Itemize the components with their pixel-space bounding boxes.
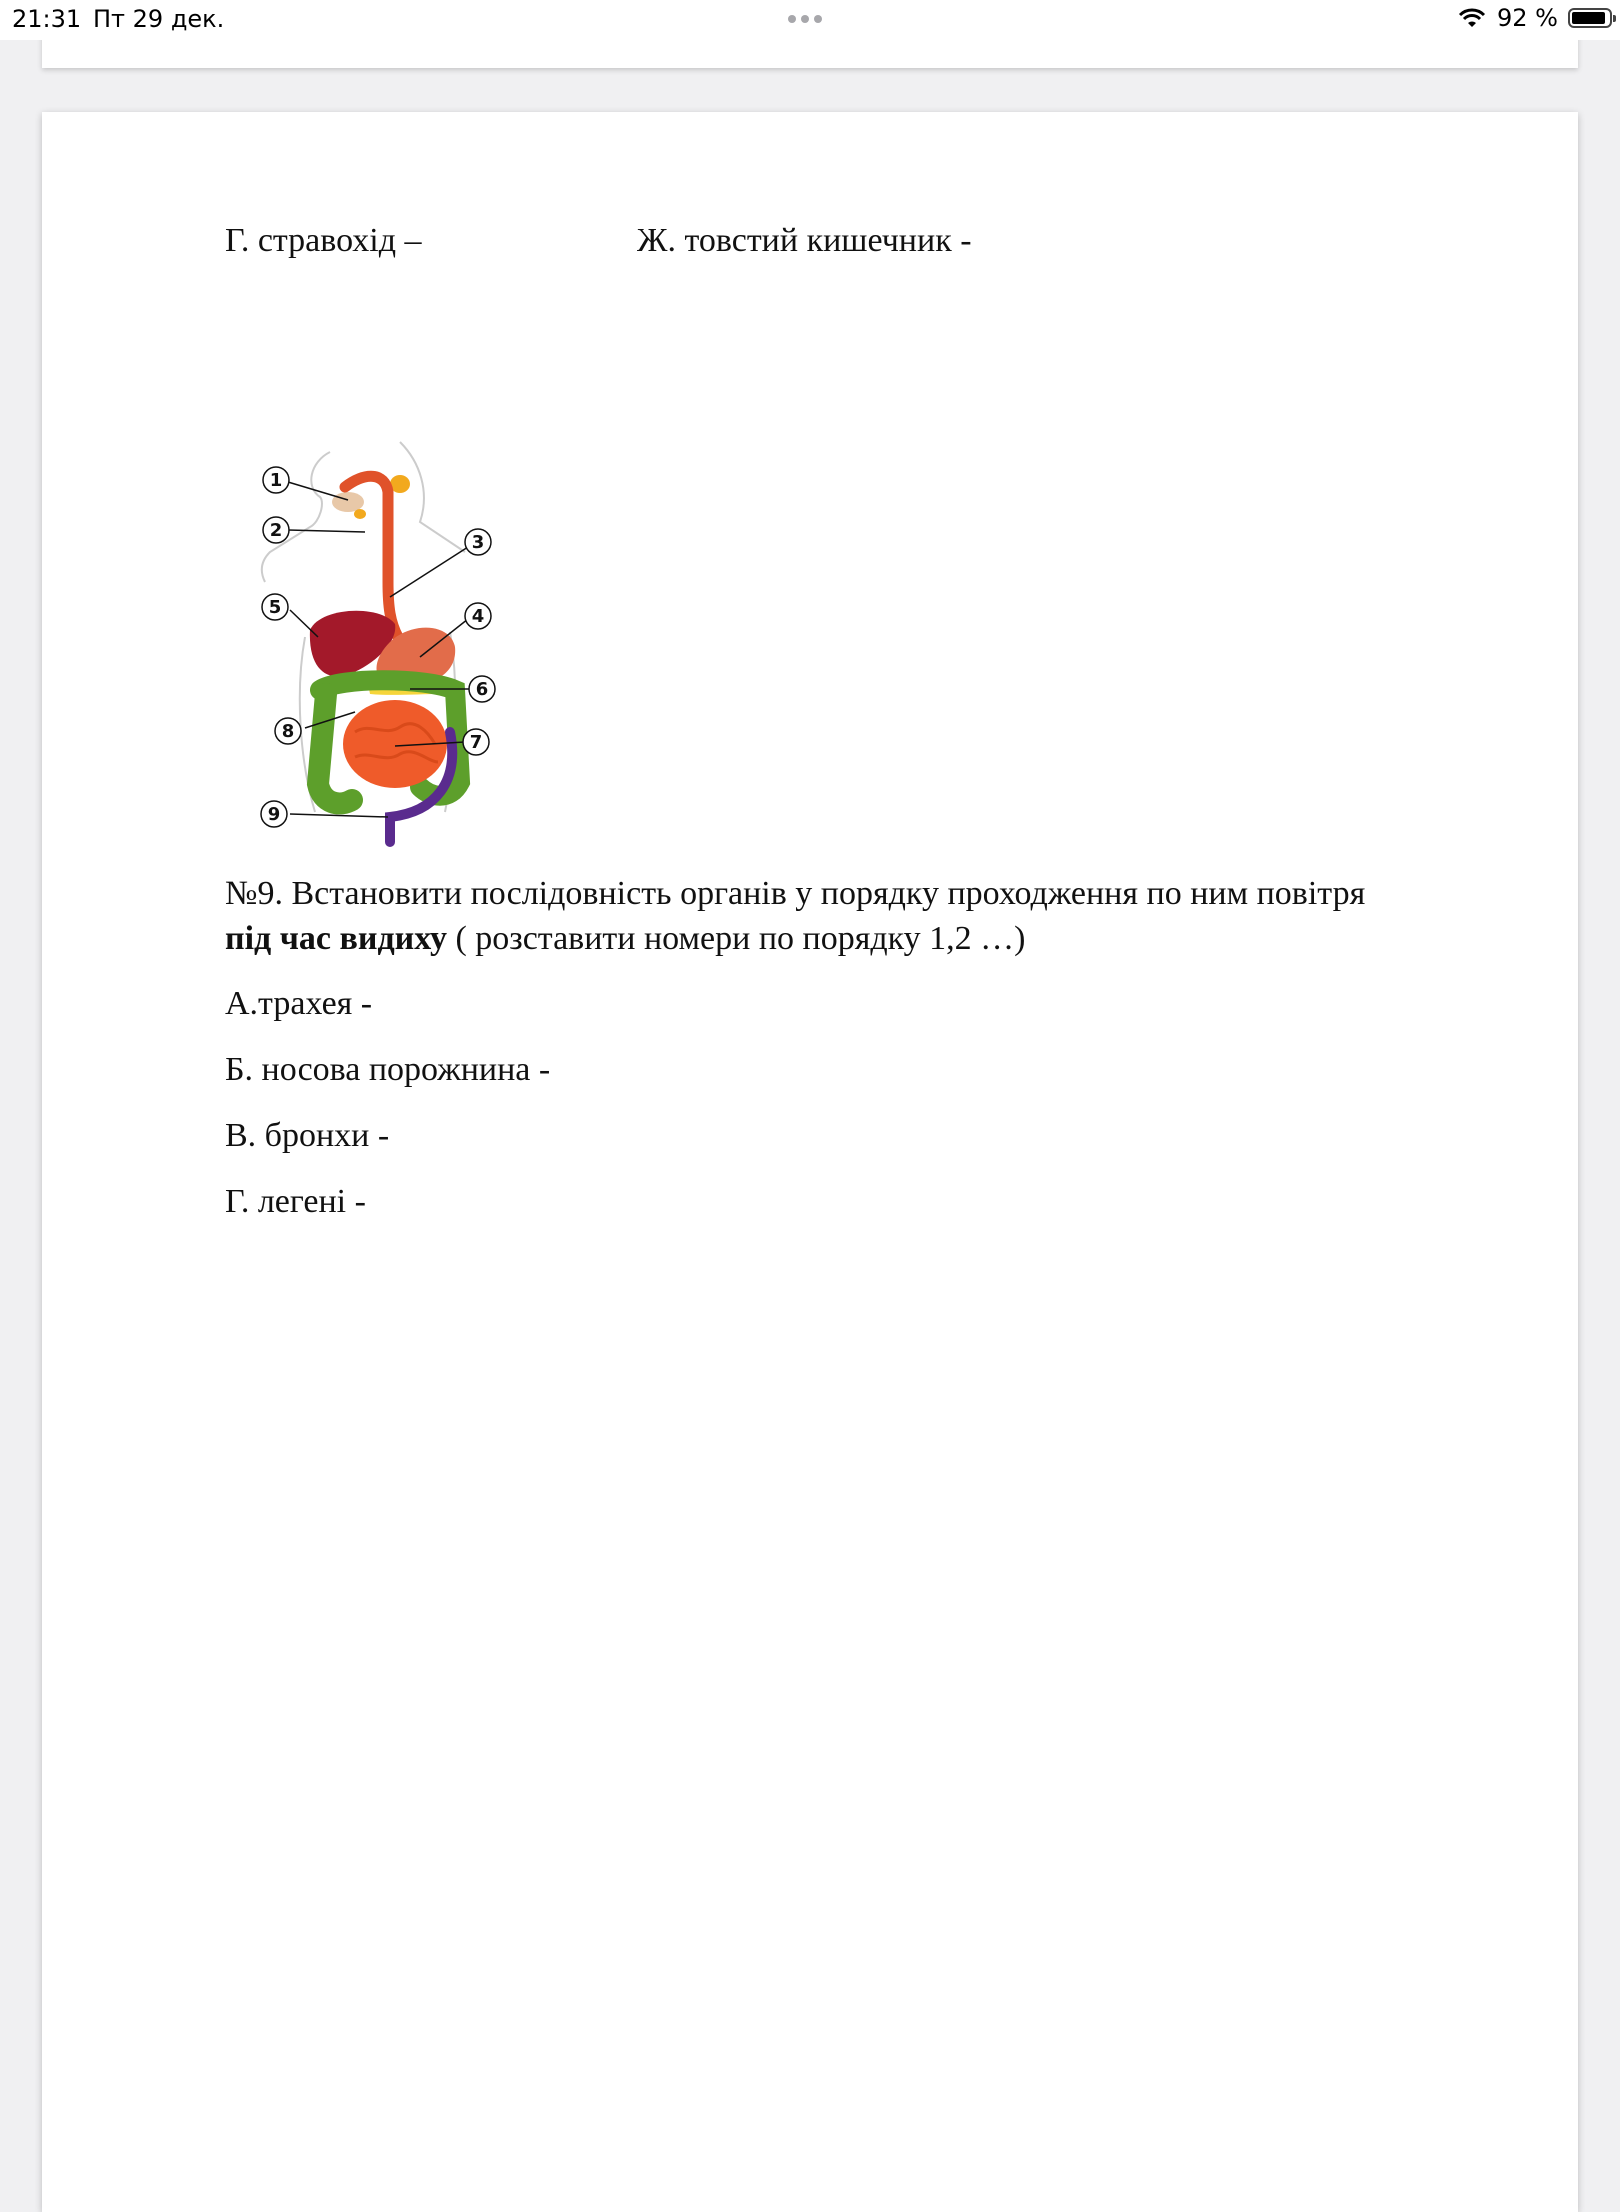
battery-icon — [1568, 8, 1612, 28]
diagram-label-1: 1 — [269, 470, 283, 491]
diagram-label-7: 7 — [469, 732, 483, 753]
diagram-label-4: 4 — [471, 606, 485, 627]
question-line-1: №9. Встановити послідовність органів у порядку проходження по ним повітря — [225, 875, 1366, 912]
diagram-label-9: 9 — [267, 804, 281, 825]
status-right — [1457, 4, 1612, 32]
diagram-label-6: 6 — [475, 679, 489, 700]
wifi-icon — [1457, 7, 1487, 29]
multitasking-dots-icon[interactable] — [788, 15, 822, 23]
question-line-2 — [225, 920, 1026, 958]
text-line-zh: Ж. товстий кишечник - — [637, 222, 972, 259]
diagram-label-5: 5 — [268, 597, 282, 618]
question-instruction: ( розставити номери по порядку 1,2 …) — [446, 920, 1026, 957]
option-a: А.трахея - — [225, 985, 373, 1022]
status-date: Пт 29 дек. — [93, 5, 225, 33]
question-emphasis: під час видиху — [225, 920, 447, 957]
diagram-label-2: 2 — [269, 520, 283, 541]
status-time: 21:31 — [12, 5, 82, 33]
text-line-g: Г. стравохід – — [225, 222, 422, 259]
option-b: Б. носова порожнина - — [225, 1051, 551, 1088]
option-g: Г. легені - — [225, 1183, 366, 1220]
option-v: В. бронхи - — [225, 1117, 390, 1154]
document-page — [42, 112, 1578, 2212]
digestive-system-diagram — [250, 432, 500, 852]
status-bar — [0, 0, 1620, 40]
diagram-label-8: 8 — [281, 721, 295, 742]
battery-percent: 92 % — [1497, 4, 1558, 32]
diagram-label-3: 3 — [471, 532, 485, 553]
